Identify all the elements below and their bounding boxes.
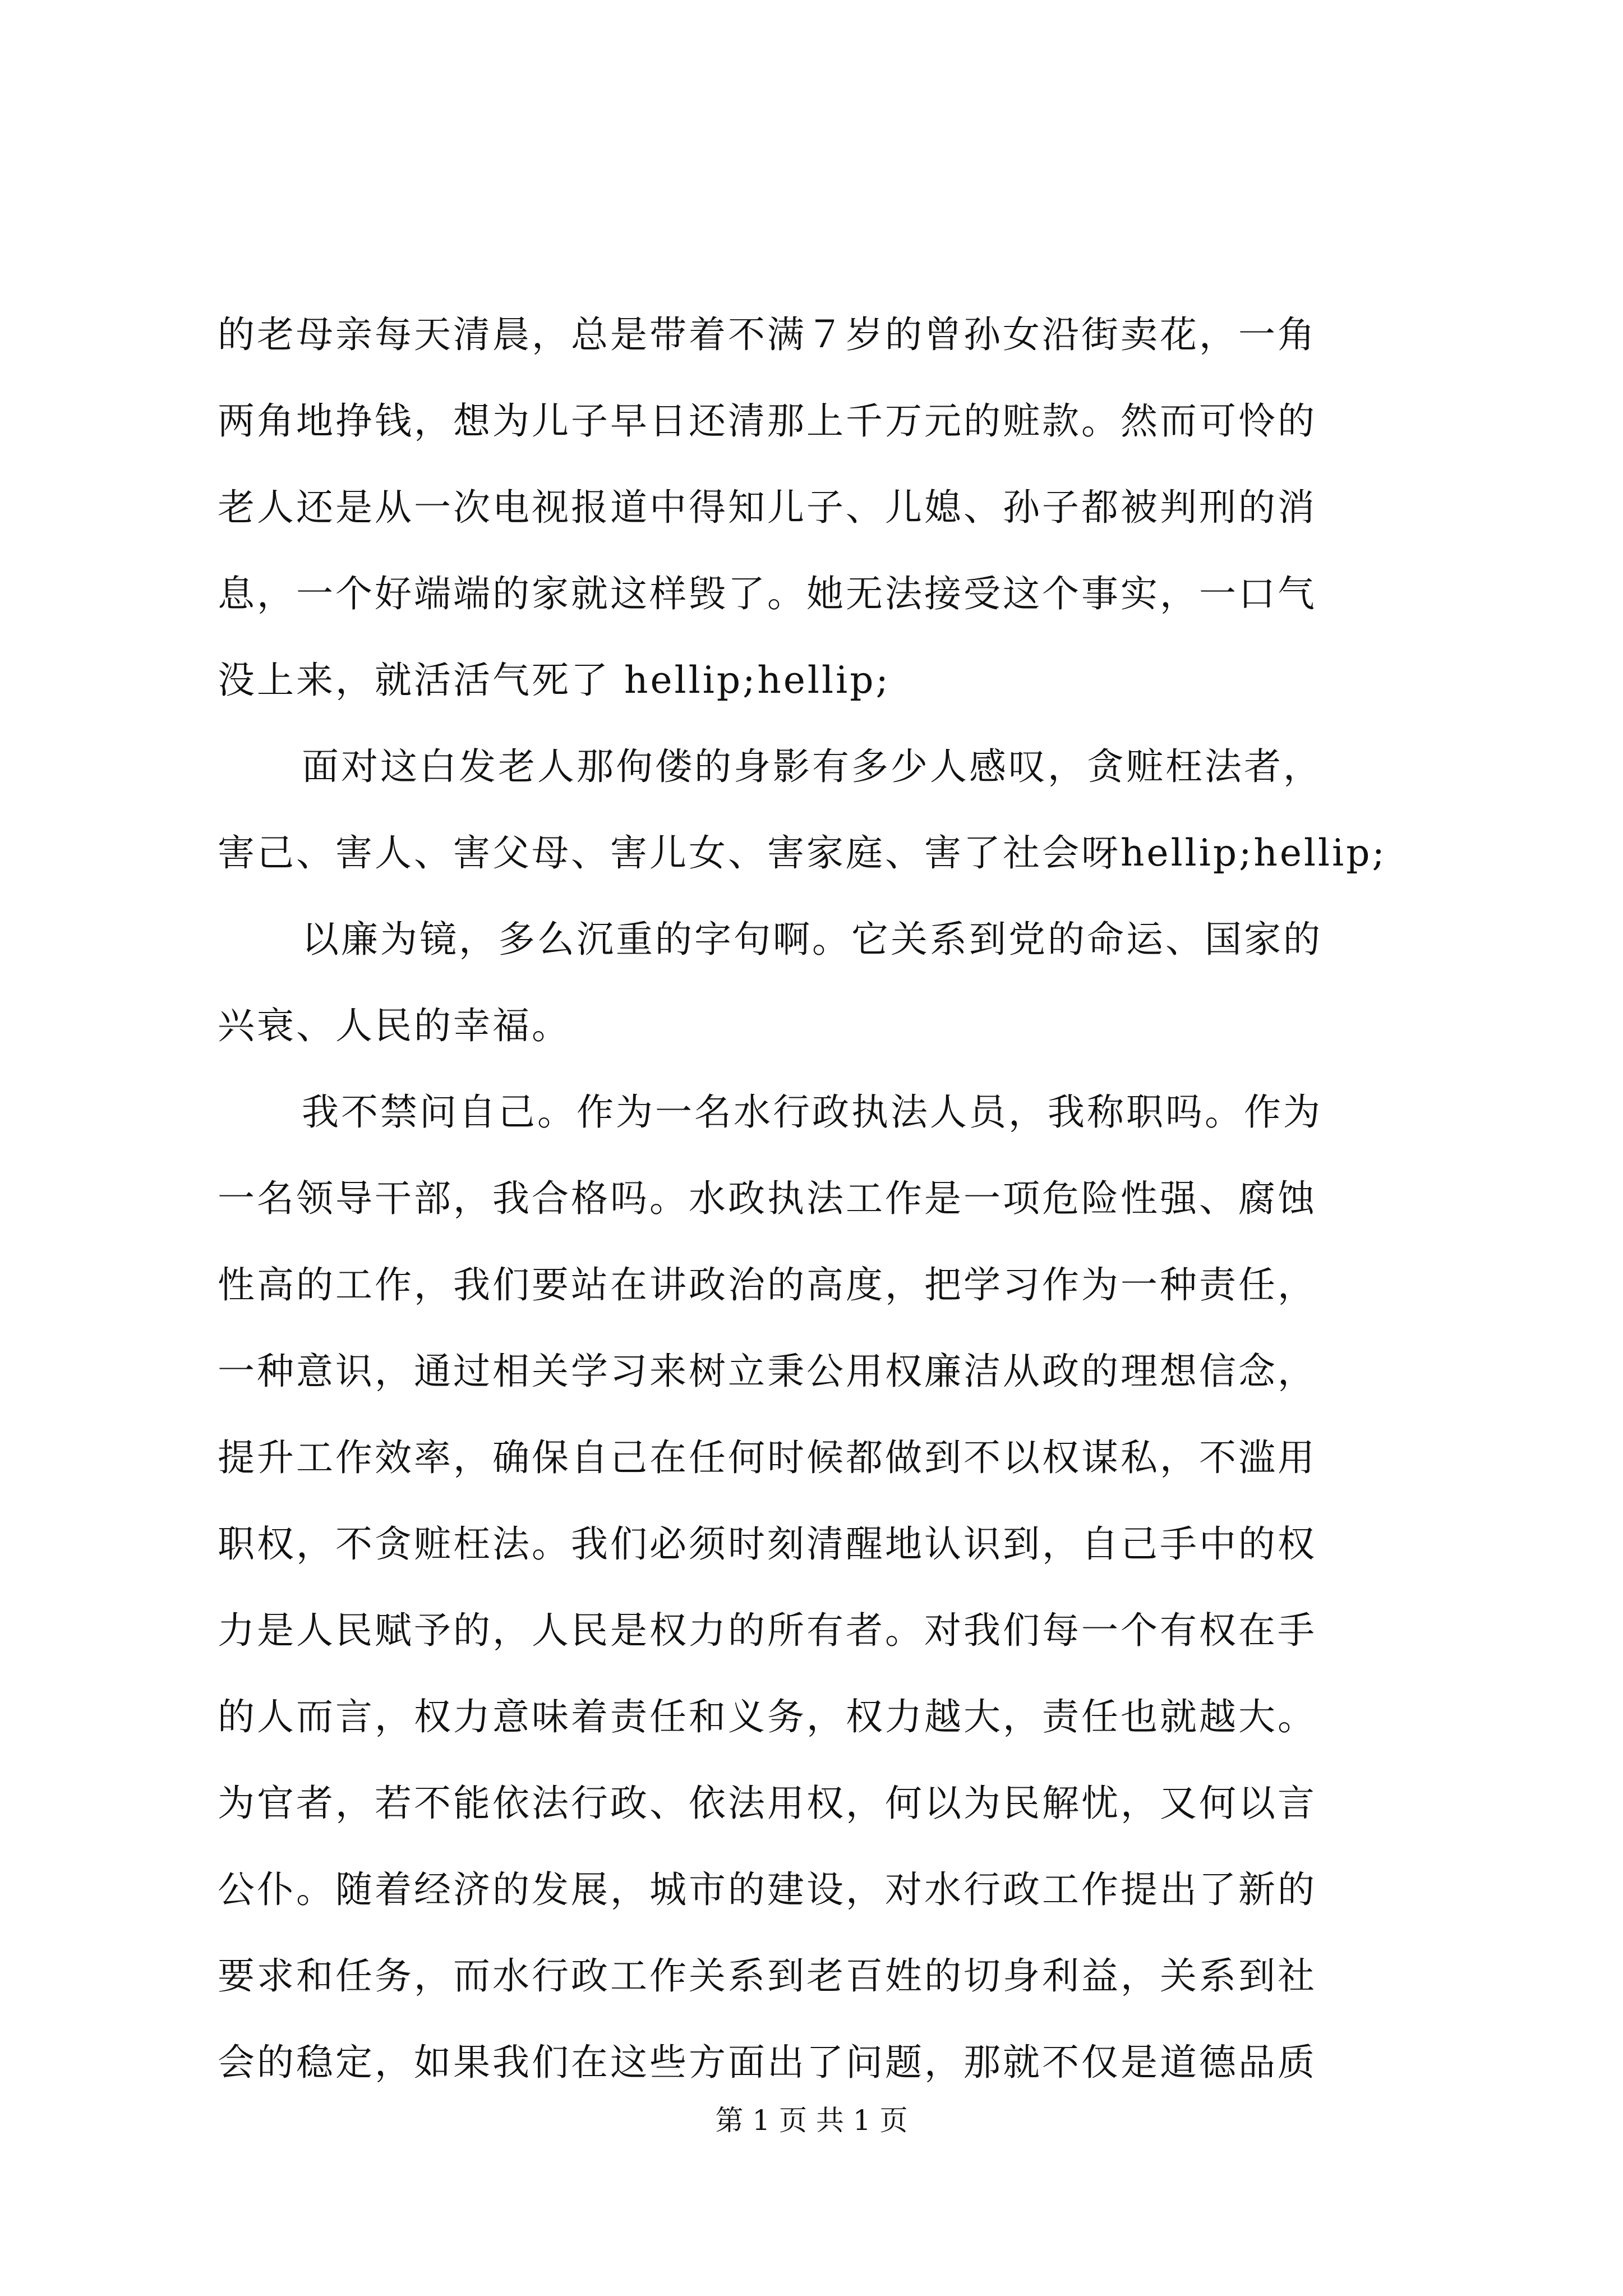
text-line-1: 的老母亲每天清晨，总是带着不满７岁的曾孙女沿街卖花，一角 xyxy=(218,313,1317,356)
text-line-4: 息，一个好端端的家就这样毁了。她无法接受这个事实，一口气 xyxy=(218,572,1317,615)
text-line-6: 面对这白发老人那佝偻的身影有多少人感叹，贪赃枉法者， xyxy=(302,745,1322,788)
text-line-8: 以廉为镜，多么沉重的字句啊。它关系到党的命运、国家的 xyxy=(302,918,1322,961)
text-line-2: 两角地挣钱，想为儿子早日还清那上千万元的赃款。然而可怜的 xyxy=(218,399,1317,443)
text-line-21: 会的稳定，如果我们在这些方面出了问题，那就不仅是道德品质 xyxy=(218,2041,1317,2084)
text-line-10: 我不禁问自己。作为一名水行政执法人员，我称职吗。作为 xyxy=(302,1091,1322,1134)
text-line-11: 一名领导干部，我合格吗。水政执法工作是一项危险性强、腐蚀 xyxy=(218,1177,1317,1220)
text-line-5: 没上来，就活活气死了 hellip;hellip; xyxy=(218,659,891,702)
document-body xyxy=(218,292,1429,2106)
text-line-15: 职权，不贪赃枉法。我们必须时刻清醒地认识到，自己手中的权 xyxy=(218,1522,1317,1566)
text-line-16: 力是人民赋予的，人民是权力的所有者。对我们每一个有权在手 xyxy=(218,1609,1317,1652)
text-line-18: 为官者，若不能依法行政、依法用权，何以为民解忧，又何以言 xyxy=(218,1782,1317,1825)
text-line-14: 提升工作效率，确保自己在任何时候都做到不以权谋私，不滥用 xyxy=(218,1436,1317,1479)
text-line-9: 兴衰、人民的幸福。 xyxy=(218,1004,571,1047)
text-line-3: 老人还是从一次电视报道中得知儿子、儿媳、孙子都被判刑的消 xyxy=(218,486,1317,529)
text-line-20: 要求和任务，而水行政工作关系到老百姓的切身利益，关系到社 xyxy=(218,1954,1317,1998)
page-footer xyxy=(0,2101,1623,2140)
text-line-7: 害己、害人、害父母、害儿女、害家庭、害了社会呀hellip;hellip; xyxy=(218,831,1387,875)
text-line-13: 一种意识，通过相关学习来树立秉公用权廉洁从政的理想信念， xyxy=(218,1350,1317,1393)
text-line-17: 的人而言，权力意味着责任和义务，权力越大，责任也就越大。 xyxy=(218,1695,1317,1738)
text-line-19: 公仆。随着经济的发展，城市的建设，对水行政工作提出了新的 xyxy=(218,1868,1317,1911)
page-number: 第 1 页 共 1 页 xyxy=(715,2104,908,2137)
text-line-12: 性高的工作，我们要站在讲政治的高度，把学习作为一种责任， xyxy=(218,1263,1317,1306)
